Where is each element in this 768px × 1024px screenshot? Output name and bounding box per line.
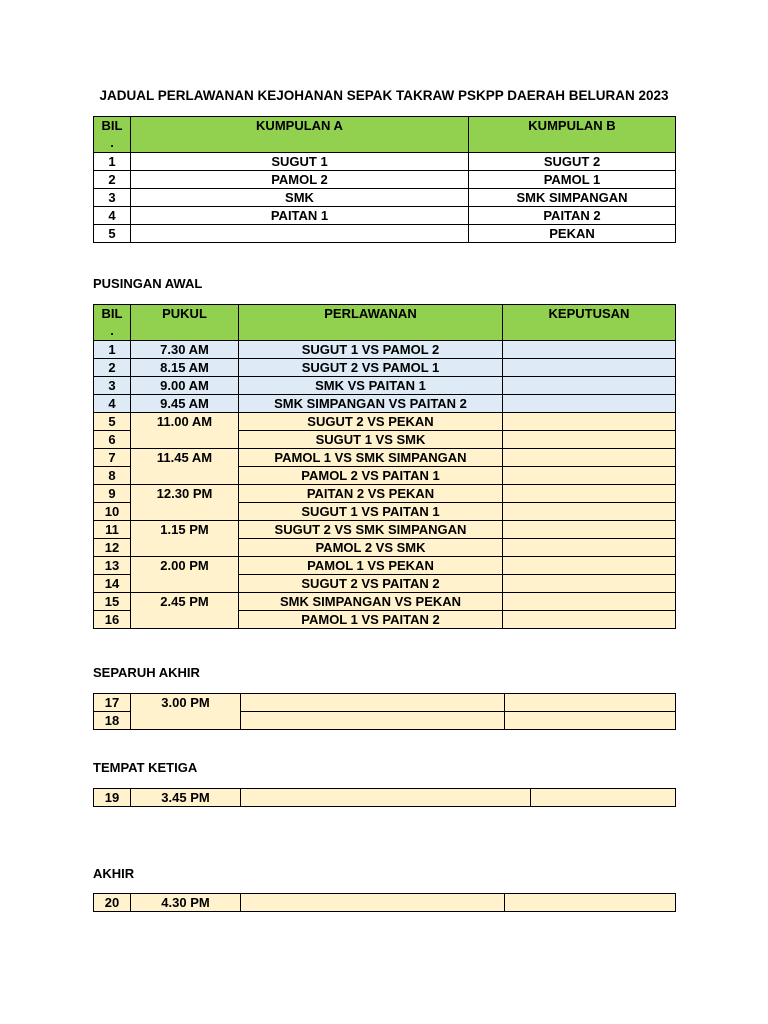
table-row xyxy=(94,207,676,225)
final-table xyxy=(93,893,676,912)
cell-bil: 3 xyxy=(94,189,131,207)
cell-result[interactable] xyxy=(503,593,676,611)
cell-result[interactable] xyxy=(503,395,676,413)
third-table xyxy=(93,788,676,807)
cell-time: 3.00 PM xyxy=(131,694,241,730)
table-row xyxy=(94,377,676,395)
cell-bil: 16 xyxy=(94,611,131,629)
cell-result[interactable] xyxy=(503,377,676,395)
cell-result[interactable] xyxy=(503,485,676,503)
cell-result[interactable] xyxy=(505,712,676,730)
cell-result[interactable] xyxy=(503,431,676,449)
cell-bil: 5 xyxy=(94,413,131,431)
cell-result[interactable] xyxy=(503,467,676,485)
table-row xyxy=(94,894,676,912)
cell-result[interactable] xyxy=(503,521,676,539)
cell-team-b: PAMOL 1 xyxy=(469,171,676,189)
cell-result[interactable] xyxy=(503,557,676,575)
cell-result[interactable] xyxy=(503,503,676,521)
table-row xyxy=(94,521,676,539)
cell-match: PAMOL 1 VS PAITAN 2 xyxy=(239,611,503,629)
page-title: JADUAL PERLAWANAN KEJOHANAN SEPAK TAKRAW PSKPP DAERAH BELURAN 2023 xyxy=(99,88,669,103)
cell-match: PAMOL 1 VS SMK SIMPANGAN xyxy=(239,449,503,467)
cell-match[interactable] xyxy=(241,894,505,912)
section-heading-akhir: AKHIR xyxy=(93,866,135,881)
cell-result[interactable] xyxy=(531,789,676,807)
cell-result[interactable] xyxy=(505,694,676,712)
cell-time: 9.45 AM xyxy=(131,395,239,413)
cell-time: 11.45 AM xyxy=(131,449,239,485)
cell-match[interactable] xyxy=(241,712,505,730)
col-pukul: PUKUL xyxy=(131,305,239,341)
cell-bil: 4 xyxy=(94,395,131,413)
table-row xyxy=(94,413,676,431)
section-heading-separuh-akhir: SEPARUH AKHIR xyxy=(93,665,200,680)
prelim-table xyxy=(93,304,676,629)
cell-bil: 2 xyxy=(94,171,131,189)
cell-match: SUGUT 1 VS SMK xyxy=(239,431,503,449)
cell-bil: 13 xyxy=(94,557,131,575)
cell-bil: 11 xyxy=(94,521,131,539)
cell-match[interactable] xyxy=(241,694,505,712)
cell-result[interactable] xyxy=(503,575,676,593)
cell-time: 8.15 AM xyxy=(131,359,239,377)
cell-team-a: PAITAN 1 xyxy=(131,207,469,225)
cell-result[interactable] xyxy=(503,413,676,431)
cell-team-b: SUGUT 2 xyxy=(469,153,676,171)
cell-team-a: PAMOL 2 xyxy=(131,171,469,189)
cell-match: PAMOL 2 VS SMK xyxy=(239,539,503,557)
cell-bil: 5 xyxy=(94,225,131,243)
table-row xyxy=(94,189,676,207)
cell-team-a: SMK xyxy=(131,189,469,207)
cell-team-a: SUGUT 1 xyxy=(131,153,469,171)
cell-time: 2.00 PM xyxy=(131,557,239,593)
table-row xyxy=(94,359,676,377)
prelim-header-row xyxy=(94,305,676,341)
cell-result[interactable] xyxy=(503,611,676,629)
table-row xyxy=(94,341,676,359)
col-kumpulan-b: KUMPULAN B xyxy=(469,117,676,153)
cell-match: SUGUT 1 VS PAITAN 1 xyxy=(239,503,503,521)
cell-bil: 10 xyxy=(94,503,131,521)
cell-match: SUGUT 1 VS PAMOL 2 xyxy=(239,341,503,359)
section-heading-pusingan-awal: PUSINGAN AWAL xyxy=(93,276,203,291)
cell-time: 12.30 PM xyxy=(131,485,239,521)
cell-bil: 19 xyxy=(94,789,131,807)
cell-bil: 1 xyxy=(94,341,131,359)
cell-time: 9.00 AM xyxy=(131,377,239,395)
col-keputusan: KEPUTUSAN xyxy=(503,305,676,341)
col-bil: BIL . xyxy=(94,117,131,153)
cell-match: PAMOL 2 VS PAITAN 1 xyxy=(239,467,503,485)
cell-team-a xyxy=(131,225,469,243)
table-row xyxy=(94,694,676,712)
semi-table xyxy=(93,693,676,730)
section-heading-tempat-ketiga: TEMPAT KETIGA xyxy=(93,760,198,775)
cell-bil: 18 xyxy=(94,712,131,730)
cell-bil: 7 xyxy=(94,449,131,467)
cell-team-b: SMK SIMPANGAN xyxy=(469,189,676,207)
cell-match: SUGUT 2 VS PAITAN 2 xyxy=(239,575,503,593)
cell-bil: 9 xyxy=(94,485,131,503)
cell-result[interactable] xyxy=(503,449,676,467)
table-row xyxy=(94,395,676,413)
cell-match: PAITAN 2 VS PEKAN xyxy=(239,485,503,503)
table-row xyxy=(94,557,676,575)
cell-time: 11.00 AM xyxy=(131,413,239,449)
cell-time: 2.45 PM xyxy=(131,593,239,629)
table-row xyxy=(94,485,676,503)
cell-bil: 12 xyxy=(94,539,131,557)
cell-match: SUGUT 2 VS PAMOL 1 xyxy=(239,359,503,377)
table-row xyxy=(94,789,676,807)
cell-team-b: PEKAN xyxy=(469,225,676,243)
cell-match: PAMOL 1 VS PEKAN xyxy=(239,557,503,575)
cell-match: SMK SIMPANGAN VS PAITAN 2 xyxy=(239,395,503,413)
cell-bil: 4 xyxy=(94,207,131,225)
groups-table xyxy=(93,116,676,243)
col-bil: BIL . xyxy=(94,305,131,341)
cell-result[interactable] xyxy=(503,539,676,557)
cell-match: SMK VS PAITAN 1 xyxy=(239,377,503,395)
groups-header-row xyxy=(94,117,676,153)
col-perlawanan: PERLAWANAN xyxy=(239,305,503,341)
cell-bil: 8 xyxy=(94,467,131,485)
cell-time: 3.45 PM xyxy=(131,789,241,807)
cell-match: SMK SIMPANGAN VS PEKAN xyxy=(239,593,503,611)
cell-bil: 15 xyxy=(94,593,131,611)
table-row xyxy=(94,171,676,189)
cell-result[interactable] xyxy=(503,341,676,359)
cell-bil: 1 xyxy=(94,153,131,171)
cell-time: 4.30 PM xyxy=(131,894,241,912)
cell-team-b: PAITAN 2 xyxy=(469,207,676,225)
col-kumpulan-a: KUMPULAN A xyxy=(131,117,469,153)
cell-bil: 3 xyxy=(94,377,131,395)
table-row xyxy=(94,153,676,171)
cell-match: SUGUT 2 VS PEKAN xyxy=(239,413,503,431)
cell-match[interactable] xyxy=(241,789,531,807)
cell-bil: 14 xyxy=(94,575,131,593)
cell-result[interactable] xyxy=(503,359,676,377)
cell-bil: 20 xyxy=(94,894,131,912)
cell-bil: 17 xyxy=(94,694,131,712)
cell-time: 7.30 AM xyxy=(131,341,239,359)
cell-match: SUGUT 2 VS SMK SIMPANGAN xyxy=(239,521,503,539)
table-row xyxy=(94,225,676,243)
cell-time: 1.15 PM xyxy=(131,521,239,557)
cell-result[interactable] xyxy=(505,894,676,912)
table-row xyxy=(94,449,676,467)
cell-bil: 6 xyxy=(94,431,131,449)
cell-bil: 2 xyxy=(94,359,131,377)
table-row xyxy=(94,593,676,611)
